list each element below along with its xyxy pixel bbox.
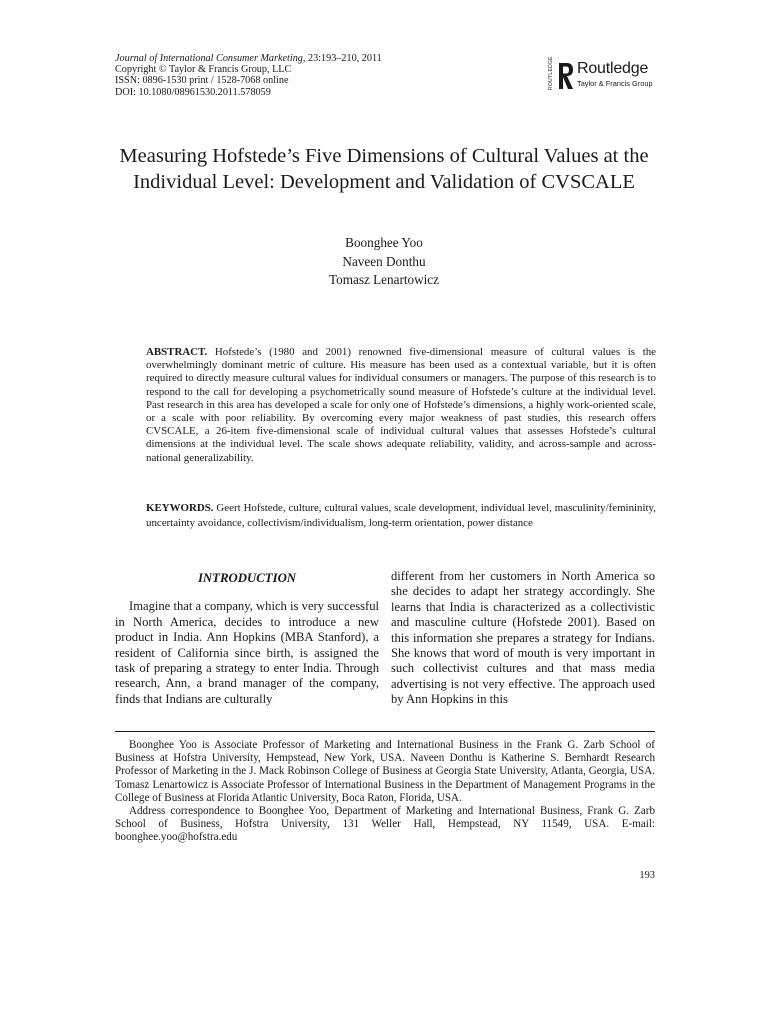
footnote-divider	[115, 731, 655, 732]
footnotes	[115, 739, 655, 845]
author-list	[184, 234, 584, 290]
author-name: Tomasz Lenartowicz	[328, 272, 440, 287]
journal-header	[115, 53, 382, 98]
keywords-text: Geert Hofstede, culture, cultural values, scale development, individual level, masculinity/femininity, uncertainty avoidance, collectivism/individualism, long-term orientation, power distance	[146, 502, 656, 529]
body-paragraph: different from her customers in North America so she decides to adapt her strategy accordingly. She learns that India is characterized as a collectivistic and masculine culture (Hofstede 2001). Based on this information she prepares a strategy for Indians. She knows that word of mouth is very important in such collectivist cultures and that mass media advertising is not very effective. The approach used by Ann Hopkins in this	[391, 569, 655, 707]
publisher-logo	[548, 56, 658, 96]
body-paragraph: Imagine that a company, which is very successful in North America, decides to introduce a new product in India. Ann Hopkins (MBA Stanford), a resident of California since birth, is assigned the task of preparing a strategy to enter India. Through research, Ann, a brand manager of the company, finds that Indians are culturally	[115, 599, 379, 706]
body-column-left	[115, 569, 379, 707]
journal-citation	[115, 53, 382, 64]
keywords	[146, 501, 656, 530]
routledge-r-icon	[557, 61, 575, 91]
keywords-label: KEYWORDS.	[146, 502, 214, 514]
author-name: Boonghee Yoo	[345, 235, 423, 250]
section-heading: INTRODUCTION	[197, 571, 297, 585]
correspondence-note: Address correspondence to Boonghee Yoo, Department of Marketing and International Business, Frank G. Zarb School of Business, Hofstra University, 131 Weller Hall, Hempstead, NY 11549, USA. E-mail: boonghee.yoo@hofstra.edu	[115, 805, 655, 844]
doi-line: DOI: 10.1080/08961530.2011.578059	[115, 86, 271, 98]
author-affiliations: Boonghee Yoo is Associate Professor of Marketing and International Business in the Frank G. Zarb School of Business at Hofstra University, Hempstead, New York, USA. Naveen Donthu is Katherine S. Bernhardt Research Professor of Marketing in the J. Mack Robinson College of Business at Georgia State University, Atlanta, Georgia, USA. Tomasz Lenartowicz is Associate Professor of International Business in the Department of Management Programs in the College of Business at Florida Atlantic University, Boca Raton, Florida, USA.	[115, 739, 655, 804]
body-column-right	[391, 569, 655, 708]
page-number: 193	[639, 870, 655, 881]
abstract-label: ABSTRACT.	[146, 346, 208, 358]
copyright-line: Copyright © Taylor & Francis Group, LLC	[115, 64, 292, 76]
abstract-text: Hofstede’s (1980 and 2001) renowned five-dimensional measure of cultural values is the overwhelmingly dominant metric of culture. His measure has been used as a contextual variable, but it is often required to directly measure cultural values for individual consumers or managers. The purpose of this research is to respond to the call for developing a psychometrically sound measure of Hofstede’s culture at the individual level. Past research in this area has developed a scale for only one of Hofstede’s dimensions, a highly work-oriented scale, or a scale with poor reliability. By overcoming every major weakness of past studies, this research offers CVSCALE, a 26-item five-dimensional scale of individual cultural values that assesses Hofstede’s cultural dimensions at the individual level. The scale shows adequate reliability, validity, and across-sample and across-national generalizability.	[146, 346, 656, 464]
journal-name: Journal of International Consumer Marketing	[115, 53, 303, 64]
author-name: Naveen Donthu	[342, 253, 426, 269]
publisher-name: Routledge	[577, 60, 649, 77]
issn-line: ISSN: 0896-1530 print / 1528-7068 online	[115, 75, 289, 87]
publisher-subtitle: Taylor & Francis Group	[577, 79, 653, 88]
publisher-vertical-text: ROUTLEDGE	[548, 56, 554, 90]
abstract	[146, 346, 656, 465]
paper-title: Measuring Hofstede’s Five Dimensions of Cultural Values at the Individual Level: Development and Validation of CVSCALE	[119, 145, 649, 193]
journal-volume: , 23:193–210, 2011	[302, 53, 382, 64]
